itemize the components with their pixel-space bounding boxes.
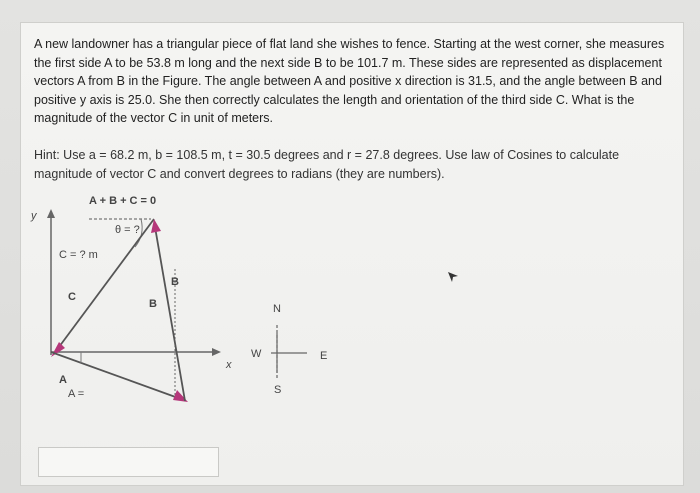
mouse-cursor-icon bbox=[446, 270, 460, 284]
vector-a-magnitude-label: A = bbox=[68, 388, 85, 400]
compass-west: W bbox=[251, 348, 262, 360]
vector-figure bbox=[21, 23, 685, 443]
vector-b-upper-label: B bbox=[171, 276, 179, 288]
c-magnitude-label: C = ? m bbox=[59, 249, 98, 261]
vector-c-line bbox=[56, 219, 154, 351]
vector-b-lower-label: B bbox=[149, 298, 157, 310]
x-axis-label: x bbox=[226, 359, 232, 371]
vector-b-line bbox=[155, 227, 185, 401]
question-card bbox=[20, 22, 684, 486]
question-text: A new landowner has a triangular piece of flat land she wishes to fence. Starting at the west corner, she measures the first side A to be 53.8 m long and the next side B to be 101.7 m. These sides are represented as displacement vectors A from B in the Figure. The angle between A and positive x direction is 31.5, and the angle between B and positive y axis is 25.0. She then correctly calculates the length and orientation of the third side C. What is the magnitude of the vector C in unit of meters. bbox=[34, 37, 665, 126]
answer-input[interactable] bbox=[38, 447, 219, 477]
hint-text: Hint: Use a = 68.2 m, b = 108.5 m, t = 30.5 degrees and r = 27.8 degrees. Use law of Cosines to calculate magnitude of vector C and convert degrees to radians (they are numbers). bbox=[34, 148, 620, 181]
theta-label: θ = ? bbox=[115, 224, 140, 236]
compass-rose bbox=[251, 303, 327, 396]
y-axis-label: y bbox=[31, 210, 37, 222]
x-axis-arrow bbox=[212, 348, 221, 356]
equation-label: A + B + C = 0 bbox=[89, 195, 157, 207]
vector-a-label: A bbox=[59, 374, 67, 386]
compass-south: S bbox=[274, 384, 282, 396]
vector-c-label: C bbox=[68, 291, 76, 303]
compass-east: E bbox=[320, 350, 328, 362]
compass-north: N bbox=[273, 303, 281, 315]
y-axis-arrow bbox=[47, 209, 55, 218]
